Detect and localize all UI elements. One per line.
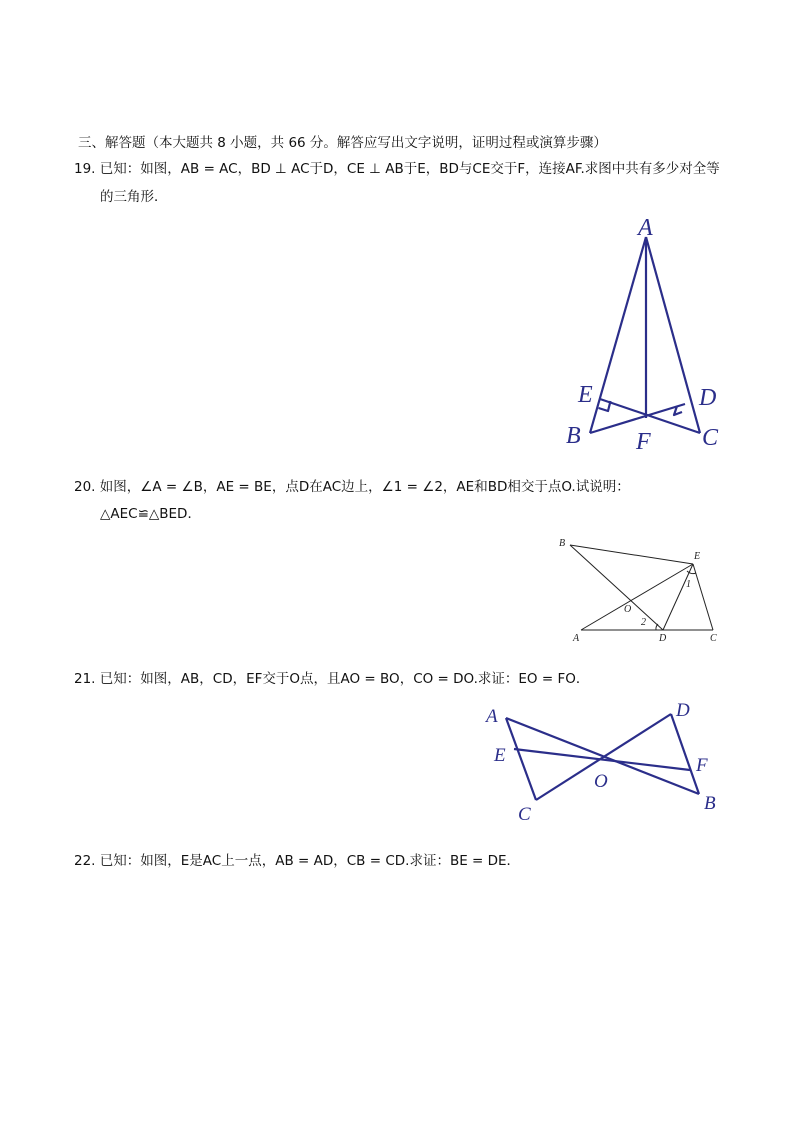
- q19-text-line1: 已知：如图，AB = AC，BD ⊥ AC于D，CE ⊥ AB于E，BD与CE交于F，连接AF.求图中共有多少对全等: [99, 161, 720, 177]
- q21-segment-db: [671, 714, 699, 794]
- q20-label-angle2: 2: [641, 617, 646, 628]
- q21-label-f: F: [696, 755, 708, 776]
- q20-text-line1: 如图，∠A = ∠B，AE = BE，点D在AC边上，∠1 = ∠2，AE和BD相交于点O.试说明：: [99, 479, 630, 495]
- q21-segment-ac: [506, 718, 536, 800]
- q22-number: 22.: [74, 853, 96, 869]
- q20-figure: [555, 533, 730, 648]
- q22-line1: [74, 852, 520, 870]
- q19-side-ab: [590, 237, 646, 433]
- section-heading: 三、解答题（本大题共 8 小题，共 66 分。解答应写出文字说明，证明过程或演算步骤）: [78, 135, 607, 151]
- q19-number: 19.: [74, 161, 96, 177]
- q19-text-line2: 的三角形．: [100, 189, 168, 205]
- q21-label-a: A: [486, 706, 498, 727]
- q21-segment-ef: [514, 749, 690, 770]
- q19-label-f: F: [636, 429, 651, 455]
- q19-figure: [560, 215, 730, 455]
- q19-line2: [100, 188, 168, 206]
- q20-label-o: O: [624, 604, 632, 615]
- q19-label-d: D: [699, 385, 717, 411]
- q21-label-c: C: [518, 804, 531, 825]
- q21-number: 21.: [74, 671, 96, 687]
- q22-text-line1: 已知：如图，E是AC上一点，AB = AD，CB = CD.求证：BE = DE．: [99, 853, 521, 869]
- q20-label-b: B: [559, 538, 566, 549]
- q20-segment-ec: [693, 564, 713, 630]
- q21-text-line1: 已知：如图，AB，CD，EF交于O点，且AO = BO，CO = DO.求证：EO = FO．: [99, 671, 590, 687]
- q21-label-b: B: [704, 793, 716, 814]
- q19-label-c: C: [702, 425, 719, 451]
- q20-label-a: A: [573, 633, 580, 644]
- q20-label-angle1: 1: [686, 579, 691, 590]
- q19-label-a: A: [638, 215, 653, 241]
- q21-label-d: D: [676, 700, 690, 721]
- q20-text-line2: △AEC≌△BED．: [100, 506, 201, 522]
- q20-angle-2-arc: [656, 624, 658, 630]
- q20-segment-be: [570, 545, 693, 564]
- q21-label-e: E: [494, 745, 506, 766]
- q20-number: 20.: [74, 479, 96, 495]
- q20-line1: [74, 478, 630, 496]
- q19-label-b: B: [566, 423, 581, 449]
- q21-figure: [484, 696, 724, 828]
- q20-line2: [100, 505, 201, 523]
- q21-label-o: O: [594, 771, 608, 792]
- q19-label-e: E: [578, 382, 593, 408]
- q20-segment-ae: [581, 564, 693, 630]
- q20-segment-de: [663, 564, 693, 630]
- q19-line1: [74, 160, 720, 178]
- q20-label-e: E: [694, 551, 701, 562]
- q20-segment-bd: [570, 545, 663, 630]
- q19-side-ac: [646, 237, 700, 433]
- q20-label-d: D: [659, 633, 667, 644]
- q20-label-c: C: [710, 633, 717, 644]
- q21-line1: [74, 670, 589, 688]
